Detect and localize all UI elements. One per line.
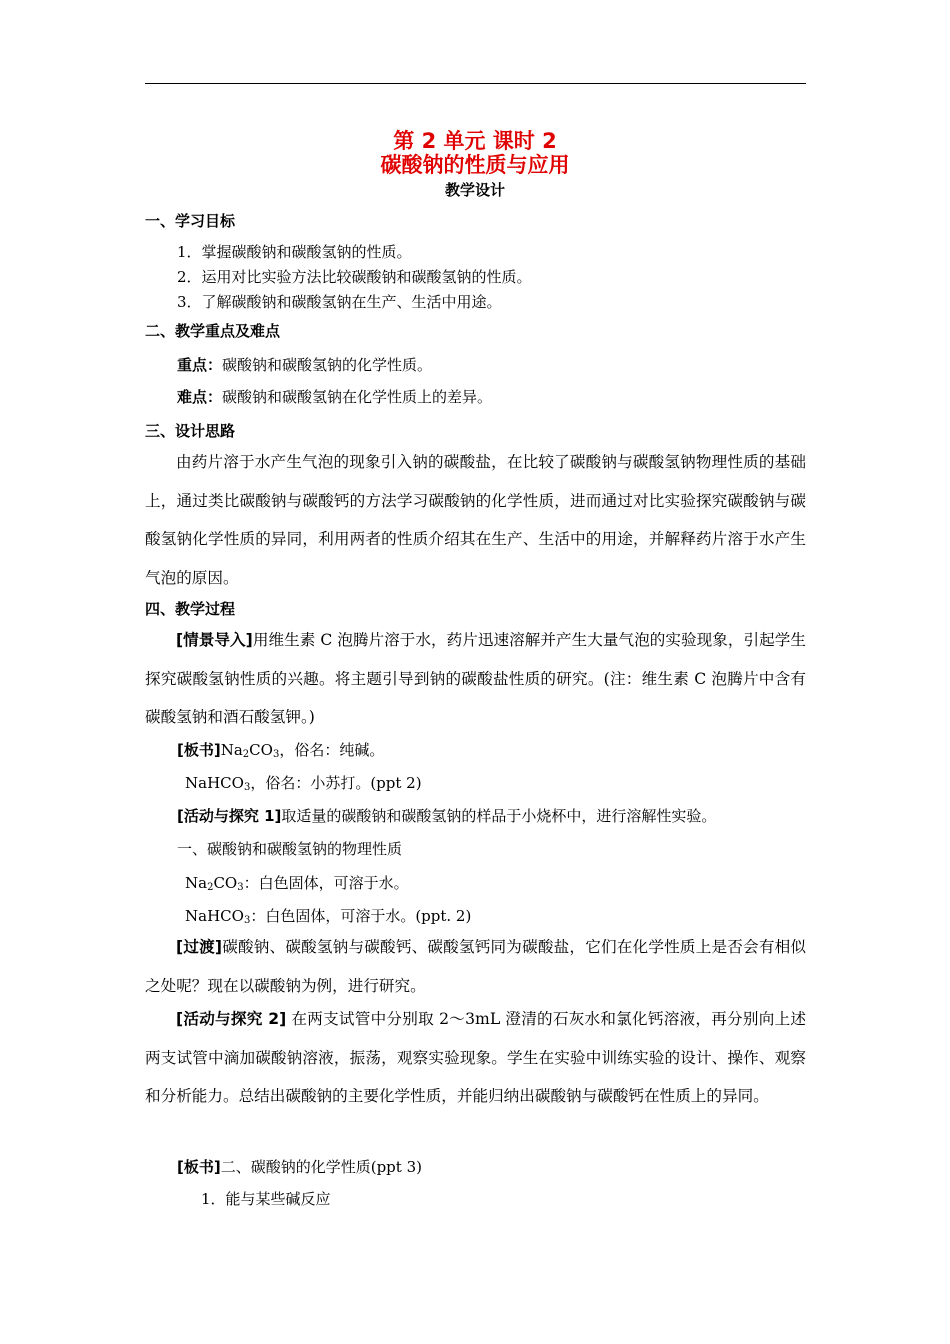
formula-subscript: 2 — [207, 882, 214, 893]
intro-text: 用维生素 C 泡腾片溶于水，药片迅速溶解并产生大量气泡的实验现象，引起学生探究碳酸氢钠性质的兴趣。将主题引导到钠的碳酸盐性质的研究。(注：维生素 C 泡腾片中含有碳酸氢钠和酒石酸氢钾。) — [145, 631, 806, 726]
formula-part: CO — [249, 741, 273, 759]
transition-label: [过渡] — [176, 938, 223, 956]
design-paragraph — [145, 443, 806, 597]
formula-subscript: 3 — [243, 915, 251, 926]
physical-properties-heading: 一、碳酸钠和碳酸氢钠的物理性质 — [177, 840, 403, 858]
key-point-label: 重点： — [177, 356, 223, 374]
difficulty-text: 碳酸钠和碳酸氢钠在化学性质上的差异。 — [222, 388, 493, 406]
chem-property-item: 1．能与某些碱反应 — [201, 1190, 331, 1208]
property-text: ：白色固体，可溶于水。 — [243, 874, 409, 892]
intro-paragraph — [145, 621, 806, 737]
activity1-line — [177, 805, 716, 826]
board-label: [板书] — [177, 741, 221, 759]
property-text: ：白色固体，可溶于水。(ppt. 2) — [250, 907, 472, 925]
activity1-label: [活动与探究 1] — [177, 807, 282, 825]
objective-item: 1．掌握碳酸钠和碳酸氢钠的性质。 — [177, 243, 412, 261]
activity2-text: 在两支试管中分别取 2～3mL 澄清的石灰水和氯化钙溶液，再分别向上述两支试管中滴加碳酸钠溶液，振荡，观察实验现象。学生在实验中训练实验的设计、操作、观察和分析能力。总结出碳酸钠的主要化学性质，并能归纳出碳酸钠与碳酸钙在性质上的异同。 — [145, 1010, 806, 1105]
section-heading-key-points: 二、教学重点及难点 — [145, 322, 281, 340]
formula-subscript: 3 — [243, 782, 251, 793]
formula-part: CO — [213, 874, 238, 892]
formula-subscript: 2 — [242, 749, 250, 760]
transition-paragraph — [145, 928, 806, 1005]
transition-text: 碳酸钠、碳酸氢钠与碳酸钙、碳酸氢钙同为碳酸盐，它们在化学性质上是否会有相似之处呢？现在以碳酸钠为例，进行研究。 — [145, 938, 806, 995]
page-title-line1: 第 2 单元 课时 2 — [393, 129, 557, 153]
board-line-na2co3 — [177, 739, 384, 760]
formula-subscript: 3 — [272, 749, 280, 760]
activity1-text: 取适量的碳酸钠和碳酸氢钠的样品于小烧杯中，进行溶解性实验。 — [281, 807, 717, 825]
objective-item: 3．了解碳酸钠和碳酸氢钠在生产、生活中用途。 — [177, 293, 502, 311]
board-line-nahco3 — [185, 772, 422, 793]
physical-nahco3-line — [185, 905, 471, 926]
formula-part: Na — [185, 874, 208, 892]
board2-label: [板书] — [177, 1158, 221, 1176]
intro-label: [情景导入] — [176, 631, 253, 649]
formula-part: NaHCO — [185, 907, 244, 925]
objective-item: 2．运用对比实验方法比较碳酸钠和碳酸氢钠的性质。 — [177, 268, 532, 286]
activity2-paragraph — [145, 1000, 806, 1116]
design-text: 由药片溶于水产生气泡的现象引入钠的碳酸盐，在比较了碳酸钠与碳酸氢钠物理性质的基础上，通过类比碳酸钠与碳酸钙的方法学习碳酸钠的化学性质，进而通过对比实验探究碳酸钠与碳酸氢钠化学性质的异同，利用两者的性质介绍其在生产、生活中的用途，并解释药片溶于水产生气泡的原因。 — [145, 453, 806, 587]
key-point-text: 碳酸钠和碳酸氢钠的化学性质。 — [222, 356, 433, 374]
section-heading-process: 四、教学过程 — [145, 600, 236, 618]
header-rule — [145, 83, 806, 84]
physical-na2co3-line — [185, 872, 409, 893]
section-heading-objectives: 一、学习目标 — [145, 212, 236, 230]
difficulty-label: 难点： — [177, 388, 223, 406]
page-title-line2: 碳酸钠的性质与应用 — [380, 153, 570, 177]
activity2-label: [活动与探究 2] — [176, 1010, 287, 1028]
formula-part: Na — [220, 741, 243, 759]
board2-line — [177, 1156, 422, 1177]
board-text: ，俗名：纯碱。 — [279, 741, 385, 759]
section-heading-design: 三、设计思路 — [145, 422, 236, 440]
board2-text: 二、碳酸钠的化学性质(ppt 3) — [220, 1158, 422, 1176]
difficulty-line — [177, 386, 492, 407]
key-point-line — [177, 354, 432, 375]
board-text: ，俗名：小苏打。(ppt 2) — [250, 774, 422, 792]
page-subtitle: 教学设计 — [444, 181, 505, 199]
formula-part: NaHCO — [185, 774, 244, 792]
formula-subscript: 3 — [237, 882, 244, 893]
